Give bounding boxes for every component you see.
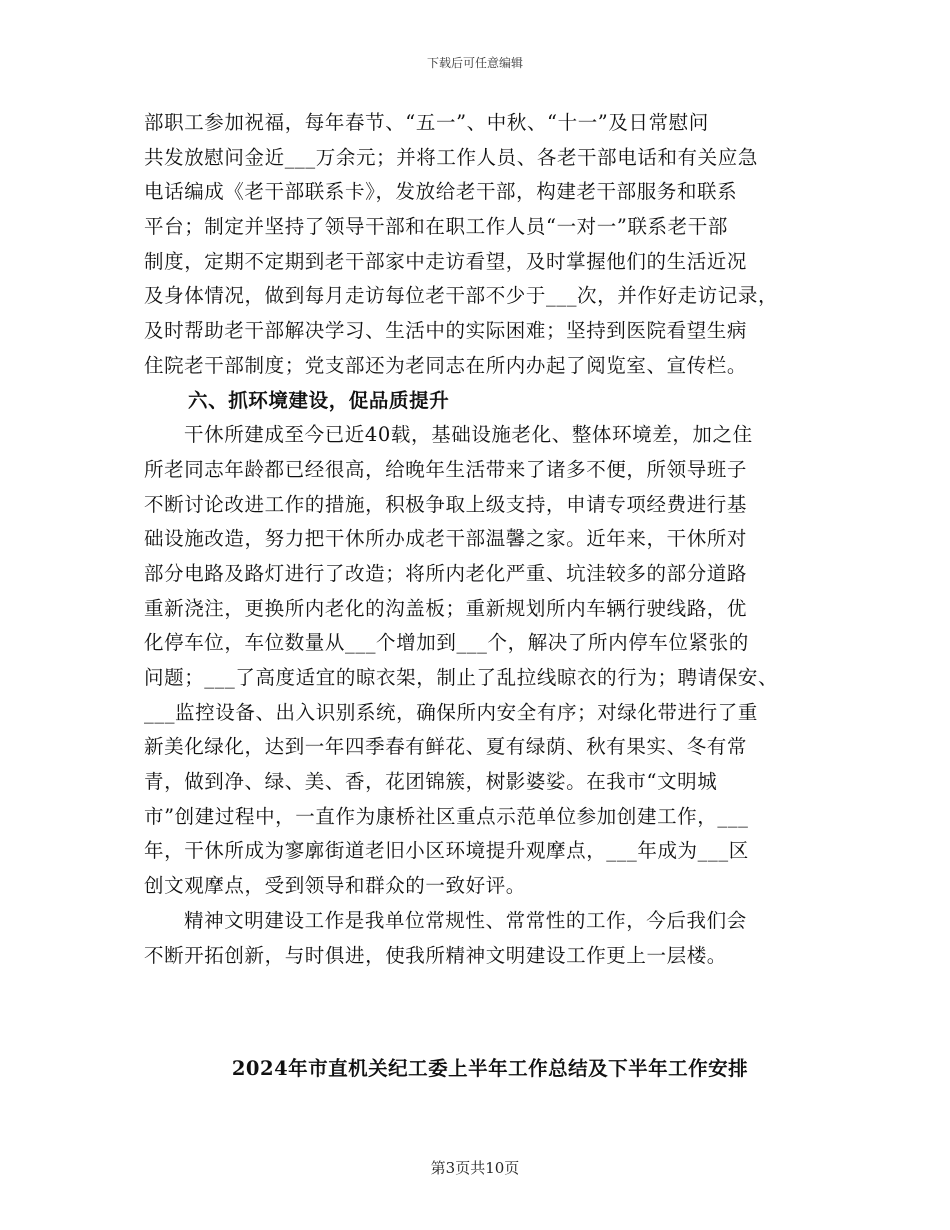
text-line: 制度，定期不定期到老干部家中走访看望，及时掌握他们的生活近况 xyxy=(144,249,748,273)
text-line: 及身体情况，做到每月走访每位老干部不少于___次，并作好走访记录， xyxy=(144,284,779,308)
text-line: 不断讨论改进工作的措施，积极争取上级支持，申请专项经费进行基 xyxy=(144,492,748,516)
text-line: 共发放慰问金近___万余元；并将工作人员、各老干部电话和有关应急 xyxy=(144,145,758,169)
text-line: 平台；制定并坚持了领导干部和在职工作人员“一对一”联系老干部 xyxy=(144,215,728,239)
text-line: 年，干休所成为寥廓街道老旧小区环境提升观摩点，___年成为___区 xyxy=(144,839,749,863)
text-line: 电话编成《老干部联系卡》，发放给老干部，构建老干部服务和联系 xyxy=(144,180,738,204)
text-line: 础设施改造，努力把干休所办成老干部温馨之家。近年来，干休所对 xyxy=(144,527,748,551)
page-header: 下载后可任意编辑 xyxy=(426,56,523,70)
text-line: 精神文明建设工作是我单位常规性、常常性的工作，今后我们会 xyxy=(184,908,747,932)
text-line: 市”创建过程中，一直作为康桥社区重点示范单位参加创建工作，___ xyxy=(144,804,749,828)
page-footer: 第3页共10页 xyxy=(430,1159,520,1177)
body-text xyxy=(144,106,824,973)
section-heading: 六、抓环境建设，促品质提升 xyxy=(188,388,450,412)
text-line: 所老同志年龄都已经很高，给晚年生活带来了诸多不便，所领导班子 xyxy=(144,457,748,481)
text-line: 重新浇注，更换所内老化的沟盖板；重新规划所内车辆行驶线路，优 xyxy=(144,596,748,620)
next-document-title: 2024年市直机关纪工委上半年工作总结及下半年工作安排 xyxy=(231,1057,749,1080)
text-line: 问题；___了高度适宜的晾衣架，制止了乱拉线晾衣的行为；聘请保安、 xyxy=(144,666,779,689)
text-line: 新美化绿化，达到一年四季春有鲜花、夏有绿荫、秋有果实、冬有常 xyxy=(144,735,748,759)
text-line: 部职工参加祝福，每年春节、“五一”、中秋、“十一”及日常慰问 xyxy=(144,111,709,134)
text-line: 部分电路及路灯进行了改造；将所内老化严重、坑洼较多的部分道路 xyxy=(144,561,748,585)
text-line: 及时帮助老干部解决学习、生活中的实际困难；坚持到医院看望生病 xyxy=(144,319,748,343)
text-line: 不断开拓创新，与时俱进，使我所精神文明建设工作更上一层楼。 xyxy=(144,943,727,967)
text-line: ___监控设备、出入识别系统，确保所内安全有序；对绿化带进行了重 xyxy=(144,700,758,724)
text-line: 创文观摩点，受到领导和群众的一致好评。 xyxy=(144,874,526,898)
text-line: 住院老干部制度；党支部还为老同志在所内办起了阅览室、宣传栏。 xyxy=(144,353,748,377)
text-line: 化停车位，车位数量从___个增加到___个，解决了所内停车位紧张的 xyxy=(144,631,749,655)
text-line: 干休所建成至今已近40载，基础设施老化、整体环境差，加之住 xyxy=(184,423,753,447)
text-line: 青，做到净、绿、美、香，花团锦簇，树影婆娑。在我市“文明城 xyxy=(144,770,718,794)
